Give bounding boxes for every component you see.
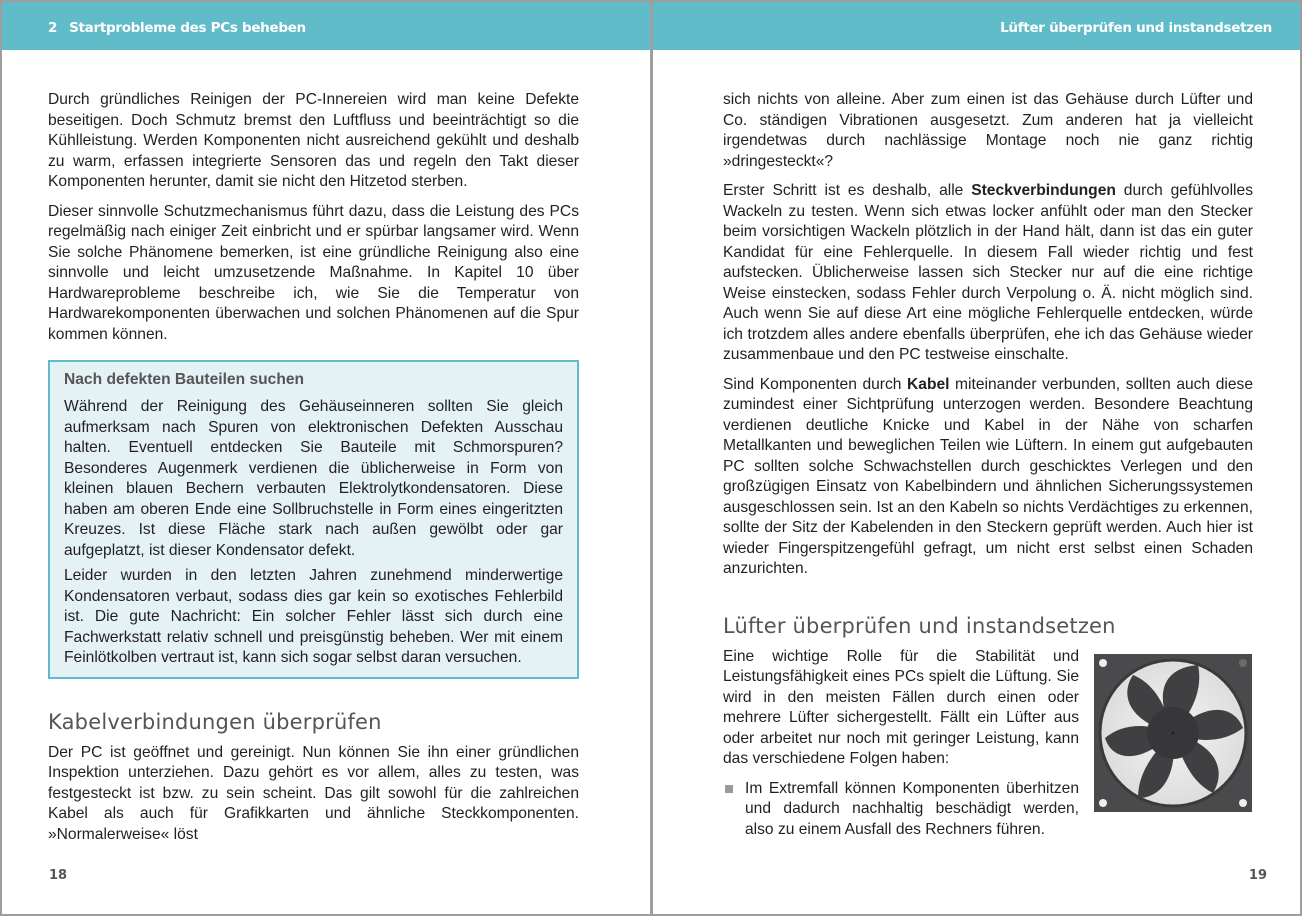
paragraph: sich nichts von alleine. Aber zum einen ist das Gehäuse durch Lüfter und Co. ständigen Vibrationen ausgesetzt. Zum anderen hat ja vielleicht irgendetwas durch nachlässige Montage noch nie ganz richtig »dringesteckt«? [723,91,1253,170]
square-bullet-icon [725,785,733,793]
section-text [723,647,1079,841]
paragraph: Durch gründliches Reinigen der PC-Innereien wird man keine Defekte beseitigen. Doch Schmutz bremst den Luftfluss und beeinträchtigt so die Kühlleistung. Werden Komponenten nicht ausreichend gekühlt und deshalb zu warm, erfassen integrierte Sensoren das und regeln den Takt dieser Komponenten herunter, damit sie nicht den Hitzetod sterben. [48,91,579,190]
fan-photo-icon [1093,653,1253,813]
left-page [2,2,650,914]
page-number: 18 [49,868,68,883]
section-heading: Kabelverbindungen überprüfen [48,709,382,734]
text-run: Erster Schritt ist es deshalb, alle [723,182,972,199]
running-header-right [653,2,1300,50]
bullet-item [723,779,1079,841]
paragraph: Der PC ist geöffnet und gereinigt. Nun können Sie ihn einer gründlichen Inspektion unterziehen. Dazu gehört es vor allem, alles zu testen, was festgesteckt ist bzw. zu sein scheint. Das gilt sowohl für die zahlreichen Kabel als auch für Grafikkarten und ähnliche Steckkomponenten. »Normalerweise« löst [48,743,579,843]
bullet-text: Im Extremfall können Komponenten überhitzen und dadurch nachhaltig beschädigt werden, also zu einem Ausfall des Rechners führen. [745,779,1079,838]
bold-term: Kabel [907,375,950,393]
paragraph: Eine wichtige Rolle für die Stabilität und Leistungsfähigkeit eines PCs spielt die Lüftung. Sie wird in den meisten Fällen durch einen oder mehrere Lüfter sichergestellt. Fällt ein Lüfter aus oder arbeitet nur noch mit geringer Leistung, kann das verschiedene Folgen haben: [723,647,1079,767]
text-run: durch gefühlvolles Wackeln zu testen. Wenn sich etwas locker anfühlt oder man den Stecker beim vorsichtigen Wackeln plötzlich in der Hand hält, dann ist das ein guter Kandidat für eine Fehlerquelle. In diesem Fall wieder richtig und fest aufstecken. Üblicherweise lassen sich Stecker nur auf die eine richtige Weise einstecken, sodass Fehler durch Verpolung o. Ä. nicht möglich sind. Auch wenn Sie auf diese Art eine mögliche Fehlerquelle entdecken, würde ich trotzdem alles andere ebenfalls überprüfen, ehe ich das Gehäuse wieder zusammenbaue und den PC testweise einschalte. [723,182,1253,363]
paragraph [723,375,1253,580]
right-text-column [723,90,1253,854]
chapter-title: Startprobleme des PCs beheben [69,20,306,36]
chapter-number: 2 [48,20,58,36]
paragraph [723,181,1253,366]
text-run: Sind Komponenten durch [723,375,908,393]
section-running-title: Lüfter überprüfen und instandsetzen [1000,20,1272,36]
bullet-list [723,779,1079,841]
paragraph: Dieser sinnvolle Schutzmechanismus führt dazu, dass die Leistung des PCs regelmäßig nach einiger Zeit einbricht und er spürbar langsamer wird. Wenn Sie solche Phänomene bemerken, ist eine gründliche Reinigung also eine sinnvolle und leicht umzusetzende Maßnahme. In Kapitel 10 über Hardwareprobleme beschreibe ich, wie Sie die Temperatur von Hardwarekomponenten überwachen und solchen Phänomenen auf die Spur kommen können. [48,202,579,343]
left-text-column [48,90,579,854]
section-with-figure [723,647,1253,841]
bold-term: Steckverbindungen [971,182,1116,199]
info-box-paragraph: Leider wurden in den letzten Jahren zunehmend minderwertige Kondensatoren verbaut, sodass dies gar kein so exotisches Fehlerbild ist. Die gute Nachricht: Ein solcher Fehler lässt sich durch eine Fachwerkstatt relativ schnell und preisgünstig beheben. Wer mit einem Feinlötkolben vertraut ist, kann sich sogar selbst daran versuchen. [64,567,563,666]
info-box-paragraph: Während der Reinigung des Gehäuseinneren sollten Sie gleich aufmerksam nach Spuren von elektronischen Defekten Ausschau halten. Eventuell entdecken Sie Bauteile mit Schmorspuren? Besonderes Augenmerk verdienen die üblicherweise in Form von kleinen blauen Bechern verbauten Elektrolytkondensatoren. Diese haben am oberen Ende eine Sollbruchstelle in Form eines eingeritzten Kreuzes. Ist diese Fläche stark nach außen gewölbt oder gar aufgeplatzt, ist dieser Kondensator defekt. [64,398,563,559]
section-heading: Lüfter überprüfen und instandsetzen [723,613,1116,638]
text-run: miteinander verbunden, sollten auch diese zumindest einer Sichtprüfung unterzogen werden. Besondere Beachtung verdienen deutliche Knicke und Kabel in der Nähe von scharfen Metallkanten und beweglichen Teilen wie Lüftern. In einem gut aufgebauten PC sollten solche Schwachstellen durch geschicktes Verlegen und den großzügigen Einsatz von Kabelbindern und ähnlichen Sicherungssystemen ausgeschlossen sein. Ist an den Kabeln so nichts Verdächtiges zu erkennen, sollte der Sitz der Kabelenden in den Steckern geprüft werden. Auch hier ist wieder Fingerspitzengefühl gefragt, um nicht erst selbst einen Schaden anzurichten. [723,375,1253,577]
info-box [48,360,579,679]
running-header-left [2,2,650,50]
info-box-title: Nach defekten Bauteilen suchen [64,371,305,388]
right-page [653,2,1300,914]
page-number: 19 [1248,868,1267,883]
